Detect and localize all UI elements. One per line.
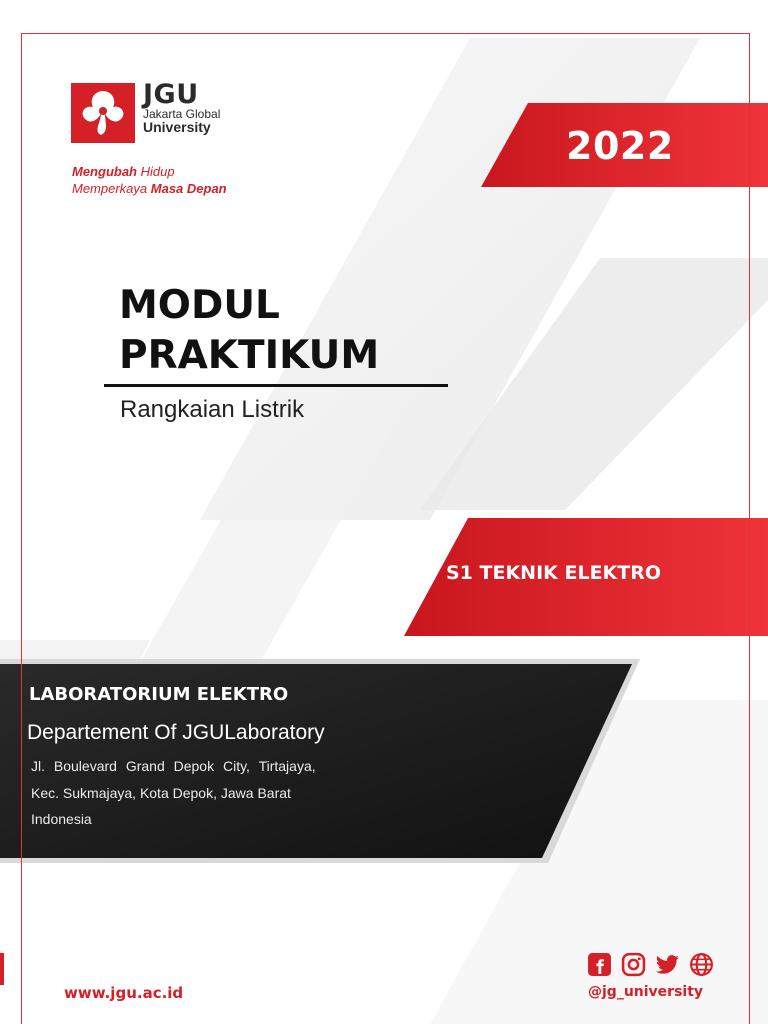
lab-name: LABORATORIUM ELEKTRO: [29, 684, 289, 705]
website-link[interactable]: www.jgu.ac.id: [64, 984, 184, 1002]
social-handle[interactable]: @jg_university: [588, 984, 704, 1000]
title-underline: [104, 384, 448, 387]
facebook-icon[interactable]: [587, 952, 612, 977]
twitter-icon[interactable]: [655, 952, 680, 977]
tagline-light-1: Hidup: [140, 164, 175, 179]
logo-line1: Jakarta Global: [143, 107, 221, 121]
module-subtitle: Rangkaian Listrik: [120, 396, 305, 423]
logo-line2: University: [143, 119, 211, 135]
title-line2: PRAKTIKUM: [119, 333, 380, 378]
jgu-logo: [71, 79, 221, 143]
program-label: S1 TEKNIK ELEKTRO: [446, 562, 662, 584]
globe-icon[interactable]: [689, 952, 714, 977]
lab-department: Departement Of JGULaboratory: [27, 721, 325, 744]
logo-name: JGU: [143, 79, 199, 110]
orchid-logo-icon: [71, 83, 135, 143]
edge-marker: [0, 953, 4, 985]
tagline-bold-2: Masa Depan: [150, 181, 227, 196]
tagline-light-2: Memperkaya: [72, 181, 148, 196]
address-line-2: Kec. Sukmajaya, Kota Depok, Jawa Barat: [31, 785, 291, 801]
year-label: 2022: [566, 124, 674, 168]
address-line-1: Jl. Boulevard Grand Depok City, Tirtajaya,: [31, 758, 316, 774]
instagram-icon[interactable]: [621, 952, 646, 977]
address-line-3: Indonesia: [31, 811, 92, 827]
tagline-bold-1: Mengubah: [72, 164, 137, 179]
social-icons: [587, 952, 714, 977]
title-line1: MODUL: [119, 283, 280, 328]
module-title: [119, 281, 379, 381]
tagline: [72, 163, 227, 197]
